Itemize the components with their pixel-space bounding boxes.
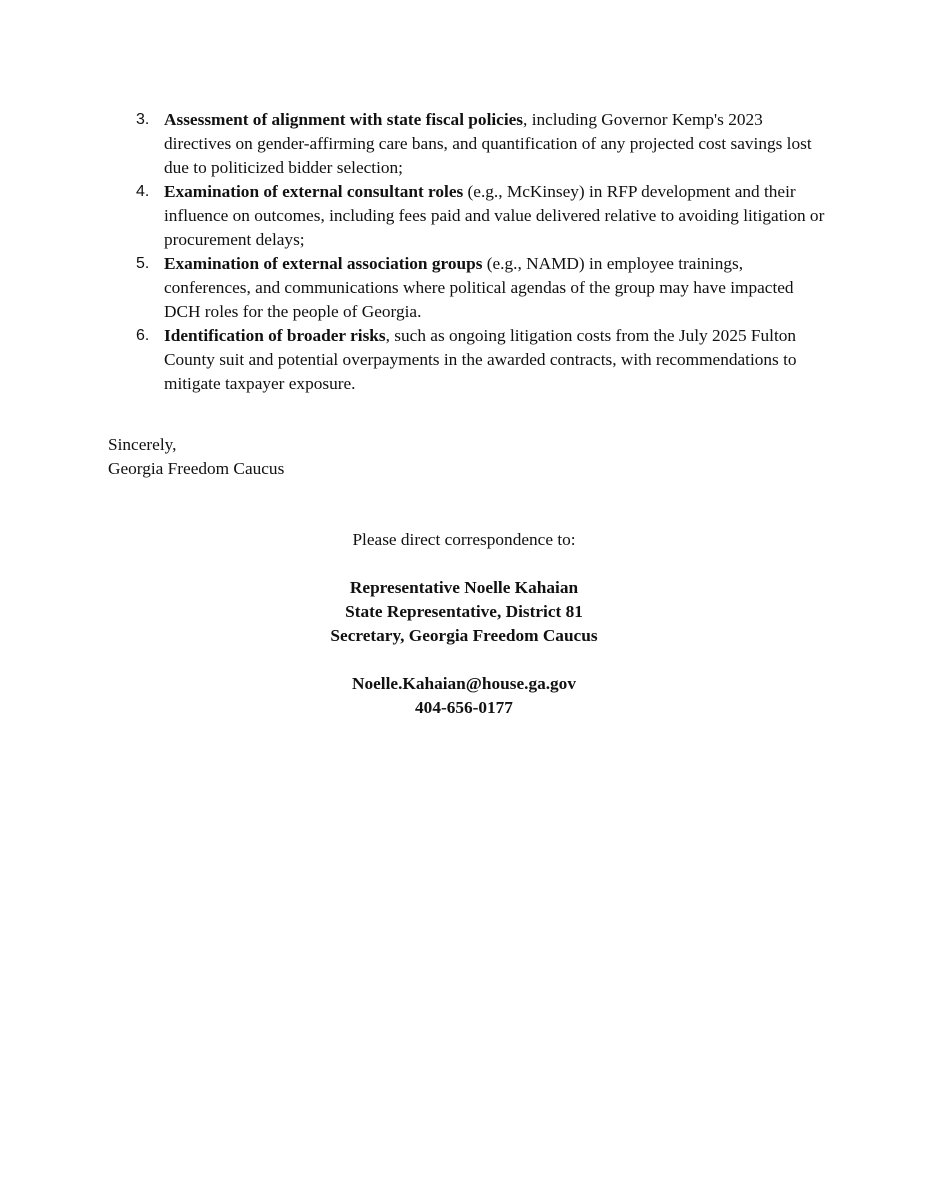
recommendations-list bbox=[108, 108, 828, 396]
closing-block bbox=[108, 433, 508, 481]
list-item-text bbox=[164, 252, 828, 324]
list-item bbox=[108, 108, 828, 180]
list-item-number: 4. bbox=[136, 183, 150, 200]
list-item-body: (e.g., NAMD) in employee trainings, conferences, and communications where political agendas of the group may have impacted DCH roles for the people of Georgia. bbox=[164, 254, 794, 321]
spacer bbox=[0, 552, 928, 576]
list-item-heading: Assessment of alignment with state fiscal policies bbox=[164, 110, 524, 129]
list-item-number: 3. bbox=[136, 111, 150, 128]
spacer bbox=[0, 648, 928, 672]
list-item-heading: Examination of external association groups bbox=[164, 254, 483, 273]
list-item-body: , including Governor Kemp's 2023 directives on gender-affirming care bans, and quantification of any projected cost savings lost due to politicized bidder selection; bbox=[164, 110, 812, 177]
contact-phone: 404-656-0177 bbox=[415, 698, 513, 717]
list-item-text bbox=[164, 180, 828, 252]
salutation: Sincerely, bbox=[108, 435, 177, 454]
list-item bbox=[108, 252, 828, 324]
list-item-number: 5. bbox=[136, 255, 150, 272]
contact-email[interactable]: Noelle.Kahaian@house.ga.gov bbox=[352, 674, 576, 693]
list-item-body: , such as ongoing litigation costs from the July 2025 Fulton County suit and potential overpayments in the awarded contracts, with recommendations to mitigate taxpayer exposure. bbox=[164, 326, 797, 393]
signatory: Georgia Freedom Caucus bbox=[108, 459, 285, 478]
list-item-heading: Examination of external consultant roles bbox=[164, 182, 464, 201]
list-item-heading: Identification of broader risks bbox=[164, 326, 386, 345]
list-item-body: (e.g., McKinsey) in RFP development and their influence on outcomes, including fees paid and value delivered relative to avoiding litigation or procurement delays; bbox=[164, 182, 825, 249]
list-item-number: 6. bbox=[136, 327, 150, 344]
list-item-text bbox=[164, 324, 828, 396]
contact-block bbox=[0, 528, 928, 720]
contact-title: State Representative, District 81 bbox=[345, 602, 583, 621]
list-item bbox=[108, 180, 828, 252]
contact-name: Representative Noelle Kahaian bbox=[349, 578, 579, 597]
contact-intro: Please direct correspondence to: bbox=[352, 530, 576, 549]
list-item-text bbox=[164, 108, 828, 180]
list-item bbox=[108, 324, 828, 396]
contact-role: Secretary, Georgia Freedom Caucus bbox=[330, 626, 598, 645]
